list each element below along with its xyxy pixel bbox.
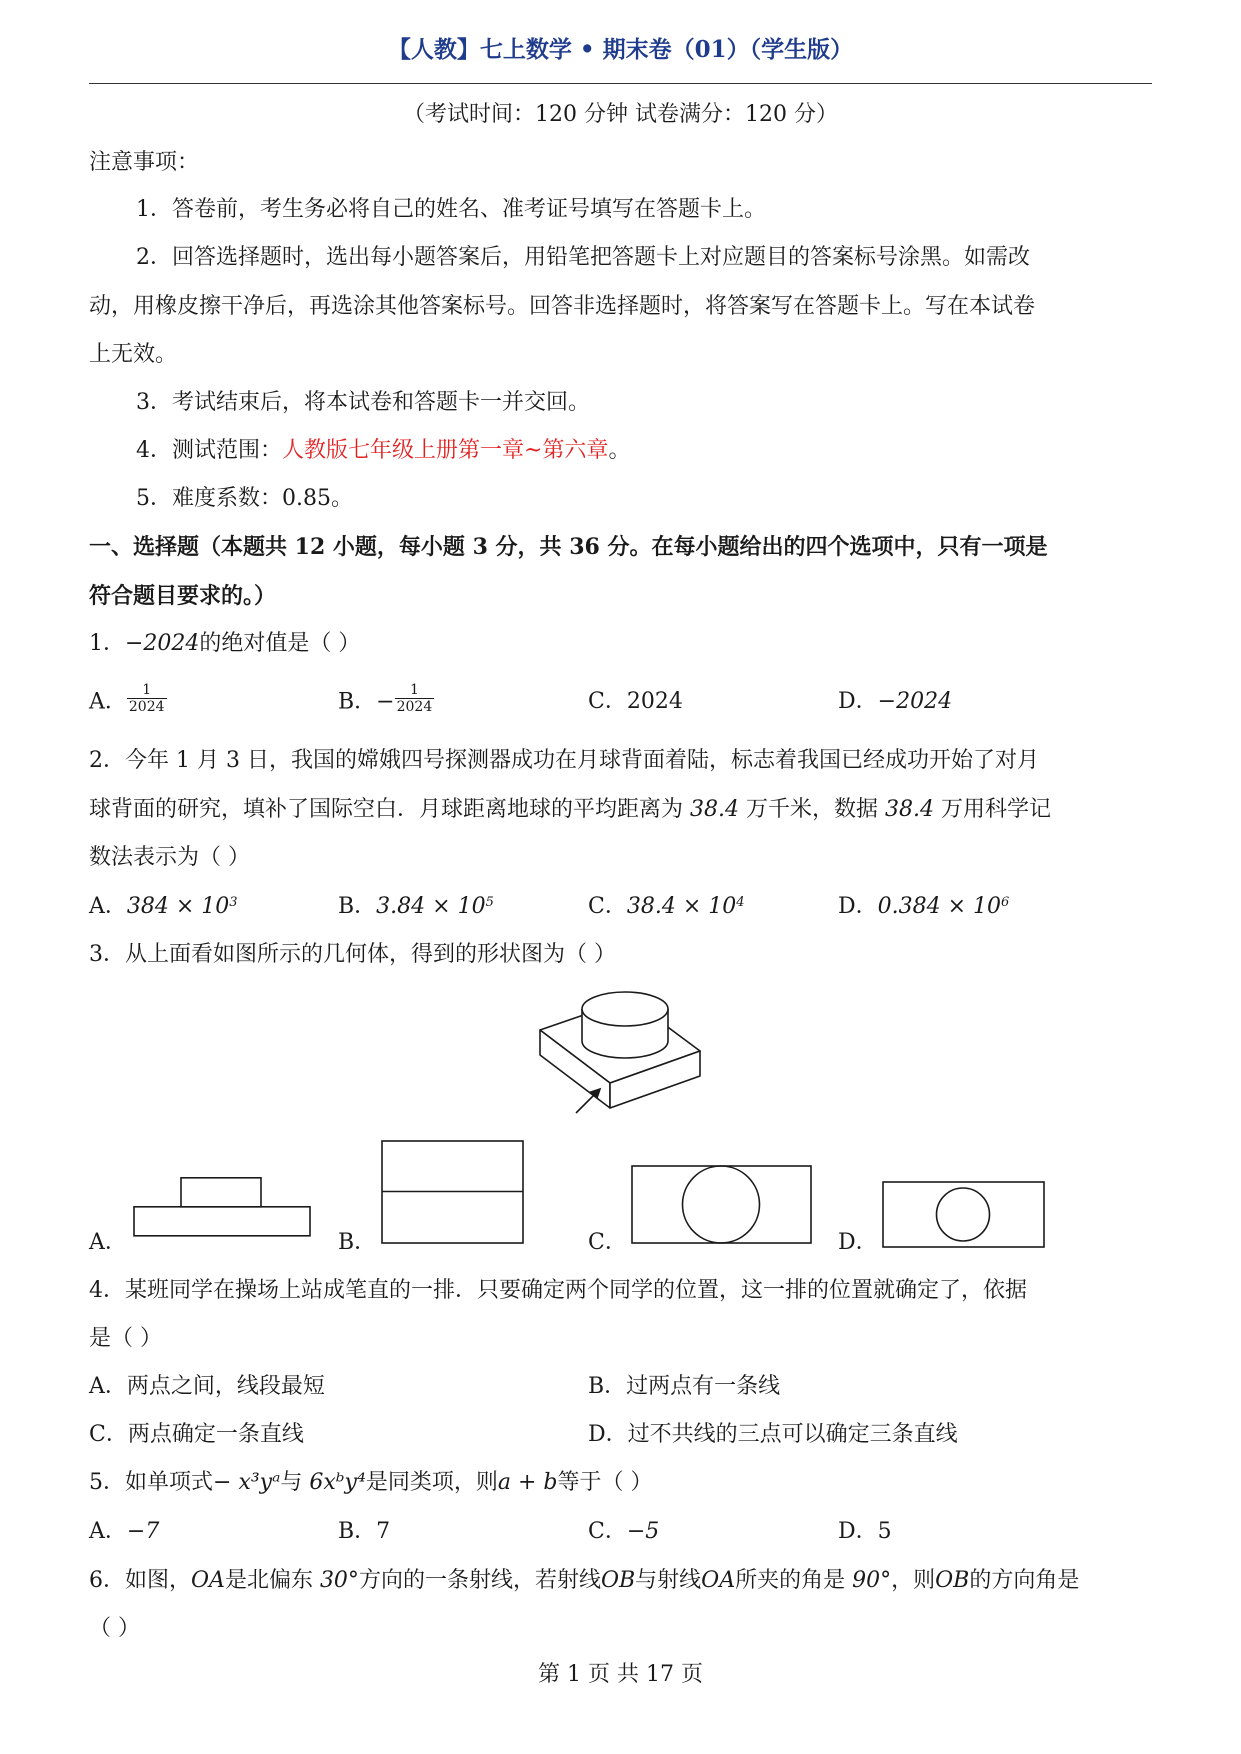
question-2-line-1: 2．今年 1 月 3 日，我国的嫦娥四号探测器成功在月球背面着陆，标志着我国已经成功开始了对月 — [89, 748, 1039, 773]
option-value: 5 — [877, 1519, 892, 1544]
exponent: 6 — [1001, 895, 1010, 910]
minus-sign: − — [376, 689, 395, 715]
header-title: 【人教】七上数学 • 期末卷（01）（学生版） — [387, 36, 854, 63]
note-5: 5．难度系数：0.85。 — [136, 486, 353, 511]
note-4-suffix: 。 — [608, 438, 631, 463]
option-label: D． — [838, 689, 878, 714]
text: 是同类项，则 — [365, 1470, 498, 1495]
question-4-option-a: A．两点之间，线段最短 — [89, 1374, 325, 1399]
text: 5．如单项式− — [89, 1470, 239, 1495]
question-5-option-a — [89, 1521, 159, 1543]
note-2-line-2: 动，用橡皮擦干净后，再选涂其他答案标号。回答非选择题时，将答案写在答题卡上。写在本试卷 — [89, 294, 1036, 319]
fraction-denominator: 2024 — [396, 699, 433, 716]
text: 所夹的角是 — [735, 1568, 853, 1593]
note-2-line-3: 上无效。 — [89, 342, 178, 367]
option-label: A． — [89, 1519, 127, 1544]
section-heading-line-1: 一、选择题（本题共 12 小题，每小题 3 分，共 36 分。在每小题给出的四个选项中，只有一项是 — [89, 534, 1048, 560]
fraction-numerator: 1 — [409, 682, 419, 698]
note-4-prefix: 4．测试范围： — [136, 438, 282, 463]
text: ，则 — [891, 1568, 936, 1593]
header-divider — [89, 83, 1152, 84]
option-label: D． — [838, 1519, 878, 1544]
question-3-option-b-label: B． — [338, 1230, 377, 1255]
question-2-option-a — [89, 896, 238, 918]
notes-heading: 注意事项： — [89, 150, 200, 175]
angle-value: 30° — [319, 1568, 359, 1593]
question-1-stem-text: 的绝对值是（ ） — [199, 631, 361, 656]
option-value: −7 — [126, 1519, 160, 1544]
angle-value: 90° — [852, 1568, 892, 1593]
question-2-option-d — [838, 896, 1009, 918]
question-4-line-1: 4．某班同学在操场上站成笔直的一排．只要确定两个同学的位置，这一排的位置就确定了，依据 — [89, 1278, 1028, 1303]
expression: a + b — [497, 1470, 558, 1495]
fraction-denominator: 2024 — [128, 699, 165, 716]
question-3-option-c-label: C． — [588, 1230, 627, 1255]
note-1: 1．答卷前，考生务必将自己的姓名、准考证号填写在答题卡上。 — [136, 197, 766, 222]
option-d-shape — [882, 1181, 1046, 1249]
text: 球背面的研究，填补了国际空白．月球距离地球的平均距离为 — [89, 797, 690, 822]
text: 等于（ ） — [557, 1470, 653, 1495]
text: 6．如图， — [89, 1568, 191, 1593]
question-2-option-b — [338, 896, 494, 918]
distance-value: 38.4 — [884, 797, 934, 822]
ray-ob: OB — [935, 1568, 970, 1593]
question-4-line-2: 是（ ） — [89, 1326, 162, 1351]
ray-oa: OA — [701, 1568, 736, 1593]
option-value: 7 — [376, 1519, 391, 1544]
ray-ob: OB — [600, 1568, 636, 1593]
ray-oa: OA — [191, 1568, 225, 1593]
fraction-numerator: 1 — [142, 682, 152, 698]
question-1-number: 1． — [89, 631, 125, 656]
solid-figure — [530, 985, 710, 1125]
option-value: 38.4 × 10 — [626, 894, 737, 919]
option-value: 384 × 10 — [126, 894, 230, 919]
question-2-line-3: 数法表示为（ ） — [89, 845, 250, 870]
note-2-line-1: 2．回答选择题时，选出每小题答案后，用铅笔把答题卡上对应题目的答案标号涂黑。如需改 — [136, 245, 1031, 270]
question-2-line-2 — [89, 799, 1051, 821]
question-6-line-2: （ ） — [89, 1616, 140, 1641]
text: 与 — [280, 1470, 310, 1495]
question-4-option-b: B．过两点有一条线 — [588, 1374, 781, 1399]
text: 与射线 — [635, 1568, 702, 1593]
question-2-option-c — [588, 896, 745, 918]
exponent: 5 — [485, 895, 494, 910]
exponent: 4 — [736, 895, 745, 910]
option-label: B． — [338, 1519, 377, 1544]
text: 方向的一条射线，若射线 — [358, 1568, 601, 1593]
question-3-option-a-label: A． — [89, 1230, 127, 1255]
question-1-stem — [89, 633, 360, 655]
option-label: C． — [588, 689, 627, 714]
question-1-option-a — [89, 682, 167, 716]
question-3-option-d-label: D． — [838, 1230, 878, 1255]
text: 万用科学记 — [933, 797, 1051, 822]
question-4-option-c: C．两点确定一条直线 — [89, 1422, 304, 1447]
view-direction-arrow — [576, 1089, 600, 1113]
note-3: 3．考试结束后，将本试卷和答题卡一并交回。 — [136, 390, 590, 415]
section-heading-line-2: 符合题目要求的。） — [89, 583, 277, 609]
question-1-option-d — [838, 691, 952, 713]
distance-value: 38.4 — [690, 797, 739, 822]
option-a-shape — [133, 1177, 313, 1243]
option-label: B． — [338, 894, 377, 919]
note-4 — [136, 440, 630, 462]
fraction — [395, 682, 435, 715]
question-4-option-d: D．过不共线的三点可以确定三条直线 — [588, 1422, 958, 1447]
question-5-stem — [89, 1472, 652, 1494]
option-b-shape — [381, 1140, 527, 1250]
question-5-option-b — [338, 1521, 390, 1543]
page-footer: 第 1 页 共 17 页 — [538, 1662, 703, 1687]
question-5-option-c — [588, 1521, 659, 1543]
monomial-1: x³yᵃ — [238, 1470, 281, 1495]
question-1-value: −2024 — [125, 631, 200, 656]
option-c-shape — [631, 1165, 813, 1247]
option-value: −2024 — [877, 689, 953, 714]
option-label: C． — [588, 894, 627, 919]
test-range: 人教版七年级上册第一章~第六章 — [282, 438, 609, 463]
option-value: −5 — [626, 1519, 660, 1544]
option-value: 3.84 × 10 — [376, 894, 486, 919]
text: 万千米，数据 — [738, 797, 885, 822]
question-1-option-c — [588, 691, 683, 713]
option-value: 2024 — [626, 689, 683, 714]
exam-info: （考试时间：120 分钟 试卷满分：120 分） — [403, 102, 838, 127]
option-label: D． — [838, 894, 878, 919]
question-3-stem: 3．从上面看如图所示的几何体，得到的形状图为（ ） — [89, 942, 616, 967]
option-label: C． — [588, 1519, 627, 1544]
option-label: A． — [89, 894, 127, 919]
exponent: 3 — [229, 895, 238, 910]
option-label: B． — [338, 689, 377, 715]
question-1-option-b — [338, 682, 434, 716]
monomial-2: 6xᵇy⁴ — [309, 1470, 366, 1495]
fraction — [127, 682, 167, 715]
question-6-line-1 — [89, 1570, 1079, 1592]
question-5-option-d — [838, 1521, 892, 1543]
text: 的方向角是 — [969, 1568, 1080, 1593]
option-label: A． — [89, 689, 127, 715]
option-value: 0.384 × 10 — [877, 894, 1002, 919]
text: 是北偏东 — [224, 1568, 320, 1593]
